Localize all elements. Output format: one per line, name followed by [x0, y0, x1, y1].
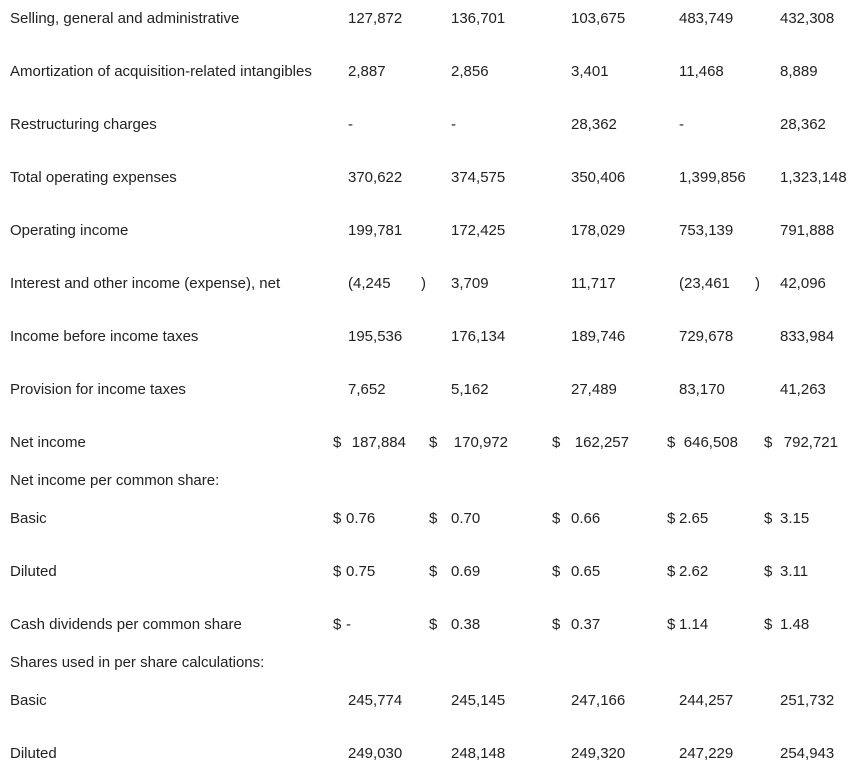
- value-cell: 646,508: [683, 434, 738, 451]
- value-cell: 0.76: [346, 510, 376, 527]
- row-label: Basic: [10, 692, 47, 709]
- value-cell: 249,030: [348, 745, 403, 762]
- table-row: [0, 692, 861, 710]
- close-paren: ): [421, 275, 426, 292]
- row-label: Net income per common share:: [10, 472, 220, 489]
- value-cell: 5,162: [451, 381, 489, 398]
- row-label: Restructuring charges: [10, 116, 157, 133]
- currency-symbol: $: [764, 616, 773, 633]
- value-cell: 41,263: [780, 381, 826, 398]
- value-cell: 176,134: [451, 328, 506, 345]
- value-cell: 3.15: [780, 510, 810, 527]
- currency-symbol: $: [764, 510, 773, 527]
- value-cell: 729,678: [679, 328, 734, 345]
- currency-symbol: $: [429, 616, 438, 633]
- table-row: [0, 222, 861, 240]
- value-cell: 350,406: [571, 169, 626, 186]
- row-label: Total operating expenses: [10, 169, 177, 186]
- value-cell: 0.37: [571, 616, 601, 633]
- table-row: [0, 63, 861, 81]
- value-cell: 27,489: [571, 381, 617, 398]
- value-cell: 3,709: [451, 275, 489, 292]
- value-cell: 3,401: [571, 63, 609, 80]
- value-cell: 247,166: [571, 692, 626, 709]
- currency-symbol: $: [552, 563, 561, 580]
- value-cell: 245,145: [451, 692, 506, 709]
- value-cell: 28,362: [780, 116, 826, 133]
- value-cell: 0.70: [451, 510, 481, 527]
- row-label: Operating income: [10, 222, 129, 239]
- value-cell: 103,675: [571, 10, 626, 27]
- value-cell: 0.69: [451, 563, 481, 580]
- currency-symbol: $: [764, 563, 773, 580]
- value-cell: 791,888: [780, 222, 835, 239]
- value-cell: 3.11: [780, 563, 809, 580]
- value-cell: 127,872: [348, 10, 403, 27]
- table-row: [0, 10, 861, 28]
- row-label: Income before income taxes: [10, 328, 199, 345]
- value-cell: 2,856: [451, 63, 489, 80]
- currency-symbol: $: [333, 616, 342, 633]
- value-cell: 187,884: [351, 434, 406, 451]
- value-cell: 28,362: [571, 116, 617, 133]
- currency-symbol: $: [429, 563, 438, 580]
- value-cell: 178,029: [571, 222, 626, 239]
- currency-symbol: $: [667, 510, 676, 527]
- value-cell: 83,170: [679, 381, 725, 398]
- currency-symbol: $: [333, 434, 342, 451]
- value-cell: -: [346, 616, 351, 633]
- currency-symbol: $: [429, 434, 438, 451]
- value-cell: (23,461: [679, 275, 730, 292]
- table-row: [0, 169, 861, 187]
- section-heading: [0, 654, 861, 672]
- value-cell: 1,399,856: [679, 169, 746, 186]
- currency-symbol: $: [764, 434, 773, 451]
- value-cell: 245,774: [348, 692, 403, 709]
- table-row: [0, 434, 861, 452]
- value-cell: (4,245: [348, 275, 391, 292]
- currency-symbol: $: [552, 616, 561, 633]
- value-cell: 42,096: [780, 275, 826, 292]
- row-label: Provision for income taxes: [10, 381, 186, 398]
- value-cell: 162,257: [574, 434, 629, 451]
- currency-symbol: $: [552, 434, 561, 451]
- value-cell: 249,320: [571, 745, 626, 762]
- value-cell: 432,308: [780, 10, 835, 27]
- value-cell: 247,229: [679, 745, 734, 762]
- value-cell: 170,972: [453, 434, 508, 451]
- value-cell: 1.48: [780, 616, 810, 633]
- table-row: [0, 510, 861, 528]
- table-row: [0, 381, 861, 399]
- value-cell: 199,781: [348, 222, 403, 239]
- row-label: Basic: [10, 510, 47, 527]
- section-heading: [0, 472, 861, 490]
- value-cell: 792,721: [783, 434, 838, 451]
- currency-symbol: $: [333, 563, 342, 580]
- close-paren: ): [755, 275, 760, 292]
- value-cell: 0.75: [346, 563, 376, 580]
- value-cell: 483,749: [679, 10, 734, 27]
- table-row: [0, 616, 861, 634]
- value-cell: 254,943: [780, 745, 835, 762]
- row-label: Diluted: [10, 563, 57, 580]
- table-row: [0, 745, 861, 763]
- value-cell: 0.65: [571, 563, 601, 580]
- value-cell: 1.14: [679, 616, 709, 633]
- row-label: Shares used in per share calculations:: [10, 654, 265, 671]
- value-cell: -: [679, 116, 684, 133]
- value-cell: 1,323,148: [780, 169, 847, 186]
- table-row: [0, 116, 861, 134]
- value-cell: 833,984: [780, 328, 835, 345]
- value-cell: 189,746: [571, 328, 626, 345]
- value-cell: 11,717: [571, 275, 616, 292]
- currency-symbol: $: [429, 510, 438, 527]
- currency-symbol: $: [667, 434, 676, 451]
- value-cell: 2.65: [679, 510, 709, 527]
- value-cell: 374,575: [451, 169, 506, 186]
- row-label: Diluted: [10, 745, 57, 762]
- row-label: Amortization of acquisition-related intangibles: [10, 63, 312, 80]
- value-cell: 251,732: [780, 692, 835, 709]
- currency-symbol: $: [667, 563, 676, 580]
- row-label: Selling, general and administrative: [10, 10, 240, 27]
- currency-symbol: $: [333, 510, 342, 527]
- row-label: Cash dividends per common share: [10, 616, 242, 633]
- value-cell: 370,622: [348, 169, 403, 186]
- value-cell: -: [451, 116, 456, 133]
- currency-symbol: $: [552, 510, 561, 527]
- row-label: Net income: [10, 434, 86, 451]
- value-cell: -: [348, 116, 353, 133]
- value-cell: 136,701: [451, 10, 506, 27]
- value-cell: 0.38: [451, 616, 481, 633]
- value-cell: 8,889: [780, 63, 818, 80]
- table-row: [0, 563, 861, 581]
- value-cell: 2.62: [679, 563, 709, 580]
- table-row: [0, 275, 861, 293]
- value-cell: 11,468: [679, 63, 724, 80]
- row-label: Interest and other income (expense), net: [10, 275, 281, 292]
- currency-symbol: $: [667, 616, 676, 633]
- value-cell: 248,148: [451, 745, 506, 762]
- value-cell: 195,536: [348, 328, 403, 345]
- value-cell: 2,887: [348, 63, 386, 80]
- value-cell: 7,652: [348, 381, 386, 398]
- value-cell: 0.66: [571, 510, 601, 527]
- value-cell: 172,425: [451, 222, 506, 239]
- table-row: [0, 328, 861, 346]
- value-cell: 753,139: [679, 222, 734, 239]
- value-cell: 244,257: [679, 692, 734, 709]
